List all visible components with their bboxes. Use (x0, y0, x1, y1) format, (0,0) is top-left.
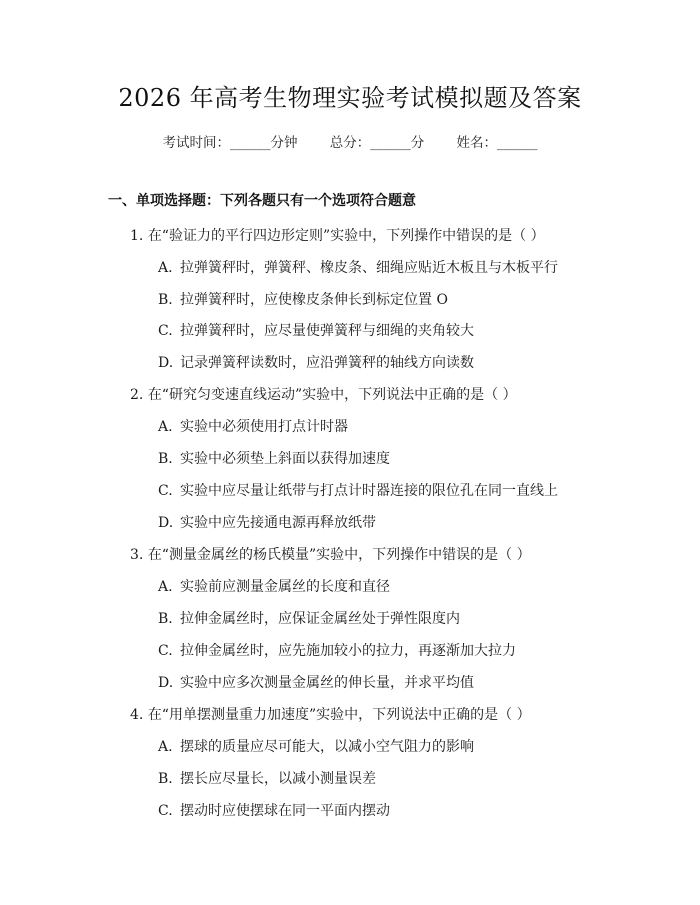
question-2-option-c (158, 480, 558, 500)
question-3-option-a (158, 576, 390, 596)
option-letter: C. (158, 483, 173, 499)
option-letter: C. (158, 323, 173, 339)
option-letter: B. (158, 611, 173, 627)
question-2 (130, 384, 517, 404)
option-text: 拉弹簧秤时，应尽量使弹簧秤与细绳的夹角较大 (180, 323, 474, 339)
option-letter: A. (158, 260, 173, 276)
question-4-option-b (158, 768, 376, 788)
section-heading: 一、单项选择题：下列各题只有一个选项符合题意 (108, 193, 416, 209)
option-letter: C. (158, 643, 173, 659)
question-4-option-c (158, 800, 390, 820)
option-letter: B. (158, 451, 173, 467)
option-text: 拉弹簧秤时，应使橡皮条伸长到标定位置 O (180, 292, 448, 308)
total-score-field: 总分：______分 (329, 135, 425, 151)
question-1 (130, 225, 545, 245)
page-title: 2026 年高考生物理实验考试模拟题及答案 (118, 84, 582, 112)
option-text: 实验中应多次测量金属丝的伸长量，并求平均值 (180, 675, 474, 691)
question-number: 3. (130, 547, 144, 563)
question-number: 4. (130, 707, 144, 723)
option-text: 实验中必须垫上斜面以获得加速度 (180, 451, 390, 467)
option-letter: B. (158, 292, 173, 308)
name-field: 姓名：______ (456, 135, 538, 151)
question-3-option-b (158, 608, 460, 628)
option-letter: D. (158, 515, 174, 531)
exam-time-field: 考试时间：______分钟 (162, 135, 298, 151)
option-letter: A. (158, 419, 173, 435)
question-1-option-d (158, 352, 474, 372)
question-4-option-a (158, 736, 474, 756)
question-text: 在“验证力的平行四边形定则”实验中，下列操作中错误的是（ ） (147, 228, 545, 244)
option-text: 实验前应测量金属丝的长度和直径 (180, 579, 390, 595)
option-letter: C. (158, 803, 173, 819)
option-letter: B. (158, 771, 173, 787)
option-text: 记录弹簧秤读数时，应沿弹簧秤的轴线方向读数 (180, 355, 474, 371)
question-2-option-b (158, 448, 390, 468)
question-1-option-a (158, 257, 558, 277)
option-text: 拉弹簧秤时，弹簧秤、橡皮条、细绳应贴近木板且与木板平行 (180, 260, 558, 276)
option-letter: D. (158, 355, 174, 371)
question-1-option-b (158, 289, 448, 309)
question-4 (130, 704, 531, 724)
question-text: 在“测量金属丝的杨氏模量”实验中，下列操作中错误的是（ ） (147, 547, 531, 563)
question-number: 1. (130, 228, 144, 244)
question-3-option-c (158, 640, 516, 660)
option-letter: D. (158, 675, 174, 691)
option-text: 摆长应尽量长，以减小测量误差 (180, 771, 376, 787)
exam-info-line (0, 131, 700, 151)
question-2-option-d (158, 512, 376, 532)
option-text: 摆动时应使摆球在同一平面内摆动 (180, 803, 390, 819)
option-text: 实验中应尽量让纸带与打点计时器连接的限位孔在同一直线上 (180, 483, 558, 499)
option-text: 拉伸金属丝时，应保证金属丝处于弹性限度内 (180, 611, 460, 627)
option-letter: A. (158, 579, 173, 595)
question-text: 在“用单摆测量重力加速度”实验中，下列说法中正确的是（ ） (147, 707, 531, 723)
option-text: 实验中必须使用打点计时器 (180, 419, 348, 435)
option-letter: A. (158, 739, 173, 755)
question-text: 在“研究匀变速直线运动”实验中，下列说法中正确的是（ ） (147, 387, 517, 403)
question-number: 2. (130, 387, 144, 403)
option-text: 实验中应先接通电源再释放纸带 (180, 515, 376, 531)
question-2-option-a (158, 416, 348, 436)
question-3-option-d (158, 672, 474, 692)
option-text: 拉伸金属丝时，应先施加较小的拉力，再逐渐加大拉力 (180, 643, 516, 659)
question-3 (130, 544, 531, 564)
question-1-option-c (158, 320, 474, 340)
option-text: 摆球的质量应尽可能大，以减小空气阻力的影响 (180, 739, 474, 755)
